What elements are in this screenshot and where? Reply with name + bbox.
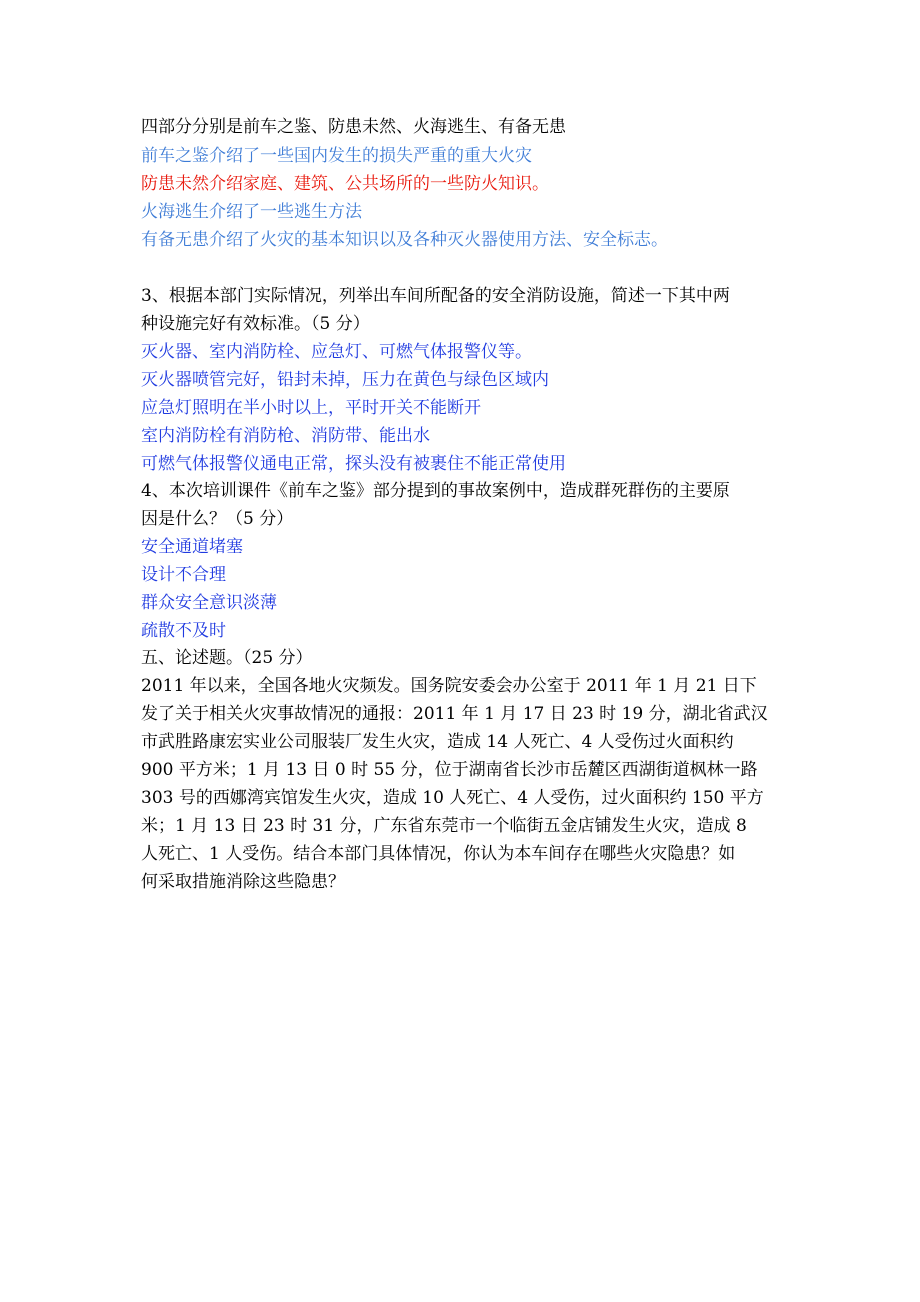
question-4-answer-4: 疏散不及时 [141,621,226,641]
section-5-heading: 五、论述题。（25 分） [141,648,313,668]
question-4-answer-2: 设计不合理 [141,565,226,585]
section-5-line-2: 发了关于相关火灾事故情况的通报：2011 年 1 月 17 日 23 时 19 分，湖北省武汉 [141,704,768,724]
question-3-answer-2: 灭火器喷管完好，铅封未掉，压力在黄色与绿色区域内 [141,370,549,390]
intro-item-1: 前车之鉴介绍了一些国内发生的损失严重的重大火灾 [141,146,532,166]
question-4-answer-3: 群众安全意识淡薄 [141,593,277,613]
section-5-line-5: 303 号的西娜湾宾馆发生火灾，造成 10 人死亡、4 人受伤，过火面积约 150 平方 [141,788,764,808]
section-5-line-8: 何采取措施消除这些隐患？ [141,872,345,892]
question-3-line-2: 种设施完好有效标准。（5 分） [141,314,370,334]
intro-summary: 四部分分别是前车之鉴、防患未然、火海逃生、有备无患 [141,117,566,137]
question-4-line-1: 4、本次培训课件《前车之鉴》部分提到的事故案例中，造成群死群伤的主要原 [141,481,730,501]
section-5-line-1: 2011 年以来，全国各地火灾频发。国务院安委会办公室于 2011 年 1 月 21 日下 [141,676,757,696]
question-4-line-2: 因是什么？（5 分） [141,509,294,529]
intro-item-2: 防患未然介绍家庭、建筑、公共场所的一些防火知识。 [141,174,549,194]
question-3-answer-1: 灭火器、室内消防栓、应急灯、可燃气体报警仪等。 [141,342,532,362]
question-3-answer-5: 可燃气体报警仪通电正常，探头没有被裹住不能正常使用 [141,454,566,474]
question-3-answer-4: 室内消防栓有消防枪、消防带、能出水 [141,426,430,446]
section-5-line-4: 900 平方米；1 月 13 日 0 时 55 分，位于湖南省长沙市岳麓区西湖街道枫林一路 [141,760,758,780]
question-4-answer-1: 安全通道堵塞 [141,537,243,557]
section-5-line-3: 市武胜路康宏实业公司服装厂发生火灾，造成 14 人死亡、4 人受伤过火面积约 [141,732,734,752]
section-5-line-6: 米；1 月 13 日 23 时 31 分，广东省东莞市一个临街五金店铺发生火灾，造成 8 [141,816,747,836]
section-5-line-7: 人死亡、1 人受伤。结合本部门具体情况，你认为本车间存在哪些火灾隐患？如 [141,844,736,864]
question-3-answer-3: 应急灯照明在半小时以上，平时开关不能断开 [141,398,481,418]
intro-item-4: 有备无患介绍了火灾的基本知识以及各种灭火器使用方法、安全标志。 [141,230,668,250]
question-3-line-1: 3、根据本部门实际情况，列举出车间所配备的安全消防设施，简述一下其中两 [141,286,730,306]
intro-item-3: 火海逃生介绍了一些逃生方法 [141,202,362,222]
